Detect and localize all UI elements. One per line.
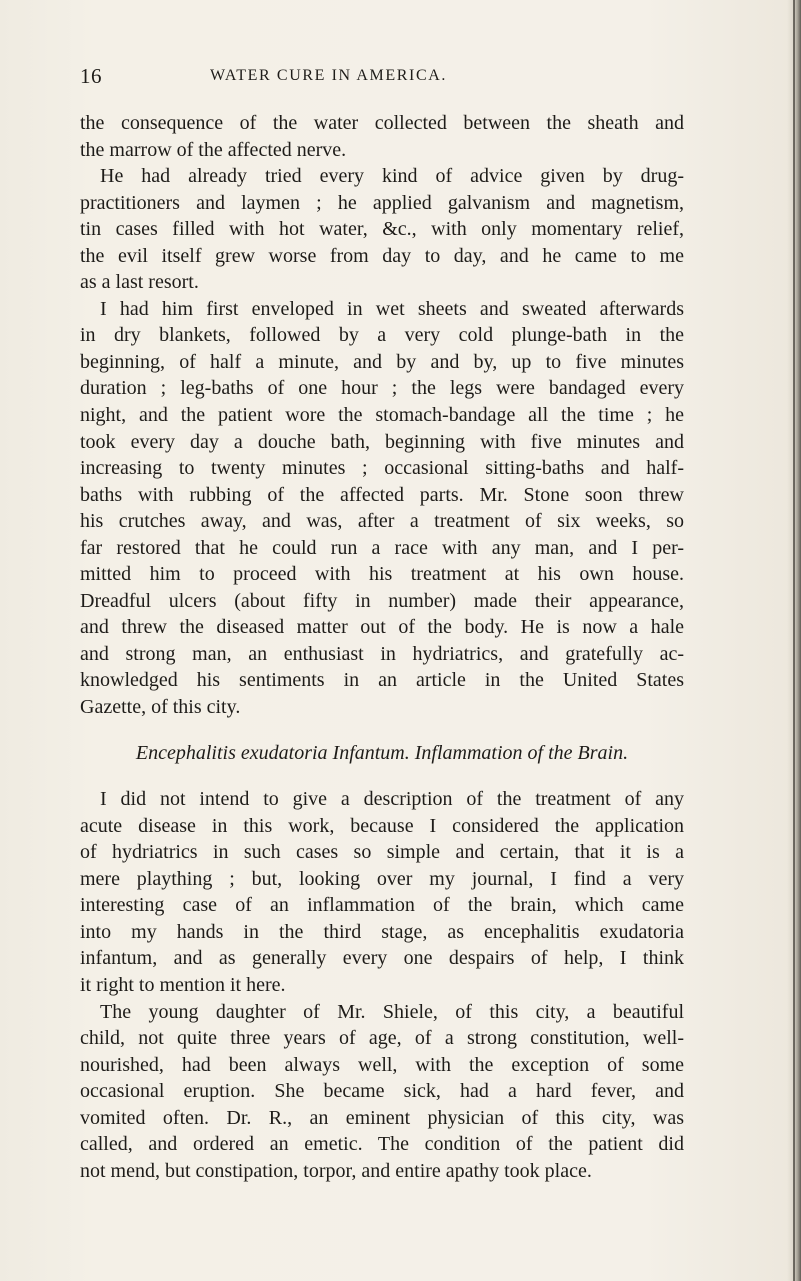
text-line: mere plaything ; but, looking over my journal, I find a very xyxy=(80,867,684,890)
text-line: increasing to twenty minutes ; occasional sitting-baths and half- xyxy=(80,457,684,480)
text-line: child, not quite three years of age, of a strong constitution, well- xyxy=(80,1027,684,1050)
text-line: baths with rubbing of the affected parts. Mr. Stone soon threw xyxy=(80,483,684,506)
text-line: as a last resort. xyxy=(80,271,199,294)
text-line: infantum, and as generally every one despairs of help, I think xyxy=(80,947,684,970)
text-line: mitted him to proceed with his treatment at his own house. xyxy=(80,563,684,586)
text-line: beginning, of half a minute, and by and by, up to five minutes xyxy=(80,350,684,373)
text-line: of hydriatrics in such cases so simple and certain, that it is a xyxy=(80,841,684,864)
text-line: his crutches away, and was, after a treatment of six weeks, so xyxy=(80,510,684,533)
text-line: it right to mention it here. xyxy=(80,973,286,996)
text-line: I did not intend to give a description of the treatment of any xyxy=(100,788,684,811)
text-line: far restored that he could run a race with any man, and I per- xyxy=(80,536,684,559)
text-line: knowledged his sentiments in an article in the United States xyxy=(80,669,684,692)
text-line: took every day a douche bath, beginning with five minutes and xyxy=(80,430,684,453)
text-line: called, and ordered an emetic. The condition of the patient did xyxy=(80,1133,684,1156)
text-line: nourished, had been always well, with the exception of some xyxy=(80,1053,684,1076)
text-line: duration ; leg-baths of one hour ; the legs were bandaged every xyxy=(80,377,684,400)
text-line: into my hands in the third stage, as encephalitis exudatoria xyxy=(80,920,684,943)
text-line: He had already tried every kind of advice given by drug- xyxy=(100,165,684,188)
text-line: the marrow of the affected nerve. xyxy=(80,138,347,161)
text-line: night, and the patient wore the stomach-bandage all the time ; he xyxy=(80,404,684,427)
text-line: the evil itself grew worse from day to day, and he came to me xyxy=(80,244,684,267)
text-line: not mend, but constipation, torpor, and entire apathy took place. xyxy=(80,1159,592,1182)
body-text xyxy=(80,110,684,1184)
text-line: Gazette, of this city. xyxy=(80,696,241,719)
page-edge-line xyxy=(793,0,795,1281)
text-line: in dry blankets, followed by a very cold plunge-bath in the xyxy=(80,324,684,347)
text-line: I had him first enveloped in wet sheets and sweated afterwards xyxy=(100,297,684,320)
text-line: The young daughter of Mr. Shiele, of this city, a beautiful xyxy=(100,1000,684,1023)
text-line: interesting case of an inflammation of the brain, which came xyxy=(80,894,684,917)
text-line: the consequence of the water collected between the sheath and xyxy=(80,112,684,134)
running-head: WATER CURE IN AMERICA. xyxy=(210,67,447,84)
text-line: and threw the diseased matter out of the body. He is now a hale xyxy=(80,616,684,639)
text-line: occasional eruption. She became sick, had a hard fever, and xyxy=(80,1080,684,1103)
page-header xyxy=(80,64,684,92)
text-line: vomited often. Dr. R., an eminent physician of this city, was xyxy=(80,1106,684,1129)
text-line: practitioners and laymen ; he applied galvanism and magnetism, xyxy=(80,191,684,214)
text-line: tin cases filled with hot water, &c., with only momentary relief, xyxy=(80,218,684,241)
text-line: Dreadful ulcers (about fifty in number) made their appearance, xyxy=(80,589,684,612)
text-line: and strong man, an enthusiast in hydriatrics, and gratefully ac- xyxy=(80,642,684,665)
section-heading: Encephalitis exudatoria Infantum. Inflammation of the Brain. xyxy=(135,741,629,764)
page-number: 16 xyxy=(80,64,102,88)
text-line: acute disease in this work, because I considered the application xyxy=(80,814,684,837)
